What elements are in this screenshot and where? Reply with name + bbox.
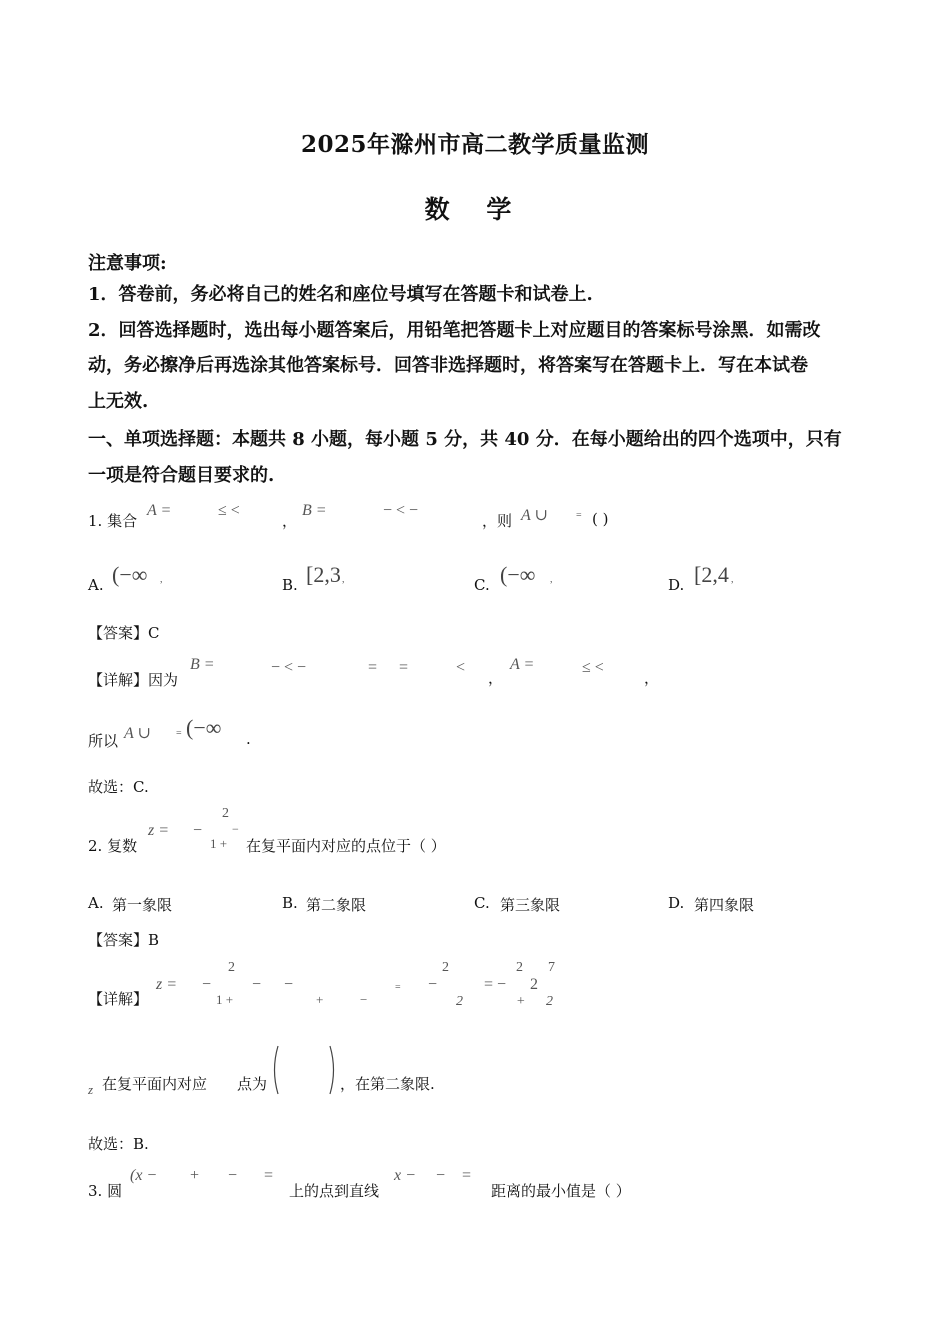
q2-detail-math-12: 2	[456, 994, 463, 1009]
notes-item-2-line-3: 上无效.	[88, 391, 149, 412]
q3-mid: 上的点到直线	[289, 1182, 380, 1200]
q2-detail-math-7: +	[316, 992, 324, 1007]
q2-detail-math-11: 2	[442, 960, 449, 975]
q1-math-6: =	[576, 510, 582, 521]
q2-option-c-text: 第三象限	[500, 896, 561, 914]
q1-detail-math-5: <	[456, 659, 466, 676]
q2-detail-math-2: −	[202, 976, 212, 993]
section-1-line-2: 一项是符合题目要求的.	[88, 465, 275, 486]
notes-item-1: 1．答卷前，务必将自己的姓名和座位号填写在答题卡和试卷上.	[88, 284, 593, 305]
q2-option-b-text: 第二象限	[306, 896, 367, 914]
q2-line2-a: 在复平面内对应	[102, 1075, 208, 1093]
notes-item-2-line-1: 2．回答选择题时，选出每小题答案后，用铅笔把答题卡上对应题目的答案标号涂黑．如需改	[88, 320, 821, 341]
q1-detail-math-6: A =	[510, 656, 535, 673]
q1-option-c-tail: ,	[550, 574, 553, 585]
q1-option-b-tail: ,	[342, 574, 345, 585]
q1-math-4: − < −	[383, 502, 419, 519]
q2-line2-b: 点为	[237, 1075, 268, 1093]
q1-answer-blank: ( )	[592, 510, 609, 528]
q1-so-label: 所以	[88, 732, 119, 750]
q1-math-2: ≤ <	[218, 502, 240, 519]
subject-title: 数 学	[424, 195, 526, 224]
q2-choose: 故选：B.	[88, 1135, 149, 1153]
q2-point-parens-svg	[270, 1044, 338, 1096]
q2-detail-math-5: −	[252, 976, 262, 993]
q3-math-3: −	[228, 1167, 238, 1184]
q2-detail-math-17: 2	[530, 976, 538, 993]
q2-detail-math-16: 7	[548, 960, 555, 975]
q2-answer: 【答案】B	[88, 931, 160, 949]
q1-detail-math-4: =	[399, 659, 409, 676]
q3-math-7: =	[462, 1167, 472, 1184]
q1-so-math-1: A ∪	[124, 725, 151, 742]
q1-detail-math-1: B =	[190, 656, 215, 673]
q2-detail-math-1: z =	[156, 976, 178, 993]
q2-option-a-text: 第一象限	[112, 896, 173, 914]
q2-detail-math-15: +	[516, 994, 526, 1009]
q1-comma-2: ，则	[482, 512, 513, 530]
q2-stem-prefix: 2. 复数	[88, 837, 138, 855]
q1-choose: 故选：C.	[88, 778, 149, 796]
q2-detail-math-14: 2	[516, 960, 523, 975]
right-paren	[330, 1046, 334, 1094]
q2-z-label: z	[88, 1082, 94, 1097]
q2-detail-math-13: = −	[484, 976, 507, 993]
q3-math-6: −	[436, 1167, 446, 1184]
q2-option-c-label: C.	[474, 894, 490, 912]
q2-math-3: 1 +	[210, 836, 228, 851]
q3-math-1: (x −	[130, 1167, 158, 1184]
q2-detail-math-8: −	[360, 992, 368, 1007]
q2-detail-math-18: 2	[546, 994, 553, 1009]
q1-detail-math-2: − < −	[271, 659, 307, 676]
q2-detail-math-10: −	[428, 976, 438, 993]
q1-option-a-label: A.	[88, 576, 104, 594]
q2-line2-c: ，在第二象限.	[340, 1075, 435, 1093]
q1-option-a-math: (−∞	[112, 562, 148, 587]
q1-stem-prefix: 1. 集合	[88, 512, 138, 530]
q1-so-math-3: (−∞	[186, 715, 222, 740]
notes-item-2-line-2: 动，务必擦净后再选涂其他答案标号．回答非选择题时，将答案写在答题卡上．写在本试卷	[88, 355, 808, 376]
q2-option-d-label: D.	[668, 894, 685, 912]
q1-option-c-math: (−∞	[500, 562, 536, 587]
q2-option-a-label: A.	[88, 894, 104, 912]
q1-math-5: A ∪	[521, 507, 548, 524]
q1-detail-comma-1: ，	[488, 669, 504, 687]
section-1-line-1: 一、单项选择题：本题共 8 小题，每小题 5 分，共 40 分．在每小题给出的四个选项中，只有	[88, 429, 842, 450]
q2-detail-label: 【详解】	[88, 990, 149, 1008]
q2-point-parens	[270, 1044, 338, 1096]
q2-detail-math-3: 2	[228, 960, 235, 975]
q3-math-4: =	[264, 1167, 274, 1184]
q1-detail-label: 【详解】因为	[88, 671, 179, 689]
q1-detail-comma-2: ，	[644, 669, 660, 687]
q3-math-2: +	[190, 1167, 200, 1184]
q1-option-c-label: C.	[474, 576, 490, 594]
q1-option-d-label: D.	[668, 576, 685, 594]
q1-answer: 【答案】C	[88, 624, 160, 642]
notes-heading: 注意事项:	[88, 253, 167, 274]
q3-math-5: x −	[394, 1167, 416, 1184]
q1-option-d-math: [2,4	[694, 562, 729, 587]
q2-stem-suffix: 在复平面内对应的点位于（ ）	[246, 837, 446, 855]
q2-option-d-text: 第四象限	[694, 896, 755, 914]
q3-stem-prefix: 3. 圆	[88, 1182, 123, 1200]
q1-so-math-2: =	[176, 728, 182, 739]
q1-option-b-label: B.	[282, 576, 298, 594]
q1-comma-1: ，	[282, 512, 298, 530]
q2-detail-math-4: 1 +	[216, 992, 234, 1007]
q1-detail-math-3: =	[368, 659, 378, 676]
q1-so-period: .	[246, 730, 251, 748]
q2-option-b-label: B.	[282, 894, 298, 912]
q2-math-2: −	[193, 822, 203, 839]
q1-option-d-tail: ,	[731, 574, 734, 585]
q2-detail-math-6: −	[284, 976, 294, 993]
q2-math-4: 2	[222, 806, 229, 821]
q3-stem-suffix: 距离的最小值是（ ）	[491, 1182, 631, 1200]
q2-math-5: −	[232, 822, 239, 836]
q1-math-3: B =	[302, 502, 327, 519]
q1-option-a-tail: ,	[160, 574, 163, 585]
q2-math-1: z =	[148, 822, 170, 839]
page-title: 2025年滁州市高二教学质量监测	[300, 131, 649, 158]
left-paren	[275, 1046, 279, 1094]
q1-math-1: A =	[147, 502, 172, 519]
q1-option-b-math: [2,3	[306, 562, 341, 587]
q2-detail-math-9: =	[395, 982, 401, 993]
q1-detail-math-7: ≤ <	[582, 659, 604, 676]
